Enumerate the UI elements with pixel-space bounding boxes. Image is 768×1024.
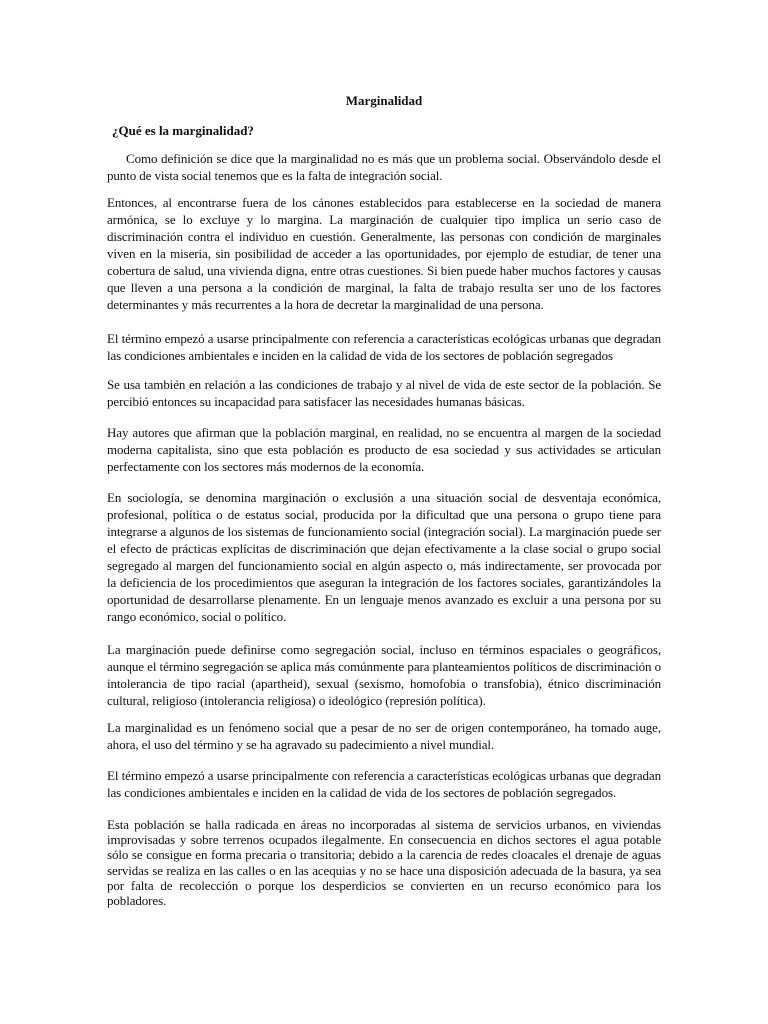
paragraph-10: Esta población se halla radicada en áreas no incorporadas al sistema de servicios urbanos, en viviendas improvisadas y sobre terrenos ocupados ilegalmente. En consecuencia en dichos sectores el agua potable sólo se consigue en forma precaria o transitoria; debido a la carencia de redes cloacales el drenaje de aguas servidas se realiza en las calles o en las acequias y no se hace una disposición adecuada de la basura, ya sea por falta de recolección o porque los desperdicios se convierten en un recurso económico para los pobladores.	[107, 817, 661, 909]
paragraph-8: La marginalidad es un fenómeno social que a pesar de no ser de origen contemporáneo, ha tomado auge, ahora, el uso del término y se ha agravado su padecimiento a nivel mundial.	[107, 720, 661, 752]
document-title: Marginalidad	[345, 93, 423, 108]
paragraph-4: Se usa también en relación a las condiciones de trabajo y al nivel de vida de este sector de la población. Se percibió entonces su incapacidad para satisfacer las necesidades humanas básicas.	[107, 377, 661, 409]
paragraph-3: El término empezó a usarse principalmente con referencia a características ecológicas urbanas que degradan las condiciones ambientales e inciden en la calidad de vida de los sectores de población segregados	[107, 331, 661, 363]
paragraph-1: Como definición se dice que la marginalidad no es más que un problema social. Observándolo desde el punto de vista social tenemos que es la falta de integración social.	[107, 151, 661, 183]
paragraph-6: En sociología, se denomina marginación o exclusión a una situación social de desventaja económica, profesional, política o de estatus social, producida por la dificultad que una persona o grupo tiene para integrarse a algunos de los sistemas de funcionamiento social (integración social). La marginación puede ser el efecto de prácticas explícitas de discriminación que dejan efectivamente a la clase social o grupo social segregado al margen del funcionamiento social en algún aspecto o, más indirectamente, ser provocada por la deficiencia de los procedimientos que aseguran la integración de los factores sociales, garantizándoles la oportunidad de desarrollarse plenamente. En un lenguaje menos avanzado es excluir a una persona por su rango económico, social o político.	[107, 490, 661, 624]
section-heading: ¿Qué es la marginalidad?	[112, 123, 254, 138]
paragraph-2: Entonces, al encontrarse fuera de los cánones establecidos para establecerse en la sociedad de manera armónica, se lo excluye y lo margina. La marginación de cualquier tipo implica un serio caso de discriminación contra el individuo en cuestión. Generalmente, las personas con condición de marginales viven en la miseria, sin posibilidad de acceder a las oportunidades, por ejemplo de estudiar, de tener una cobertura de salud, una vivienda digna, entre otras cuestiones. Si bien puede haber muchos factores y causas que lleven a una persona a la condición de marginal, la falta de trabajo resulta ser uno de los factores determinantes y más recurrentes a la hora de decretar la marginalidad de una persona.	[107, 195, 661, 312]
paragraph-9: El término empezó a usarse principalmente con referencia a características ecológicas urbanas que degradan las condiciones ambientales e inciden en la calidad de vida de los sectores de población segregados.	[107, 768, 661, 800]
paragraph-7: La marginación puede definirse como segregación social, incluso en términos espaciales o geográficos, aunque el término segregación se aplica más comúnmente para planteamientos políticos de discriminación o intolerancia de tipo racial (apartheid), sexual (sexismo, homofobia o transfobia), étnico discriminación cultural, religioso (intolerancia religiosa) o ideológico (represión política).	[107, 642, 661, 708]
paragraph-5: Hay autores que afirman que la población marginal, en realidad, no se encuentra al margen de la sociedad moderna capitalista, sino que esta población es producto de esa sociedad y sus actividades se articulan perfectamente con los sectores más modernos de la economía.	[107, 425, 661, 474]
